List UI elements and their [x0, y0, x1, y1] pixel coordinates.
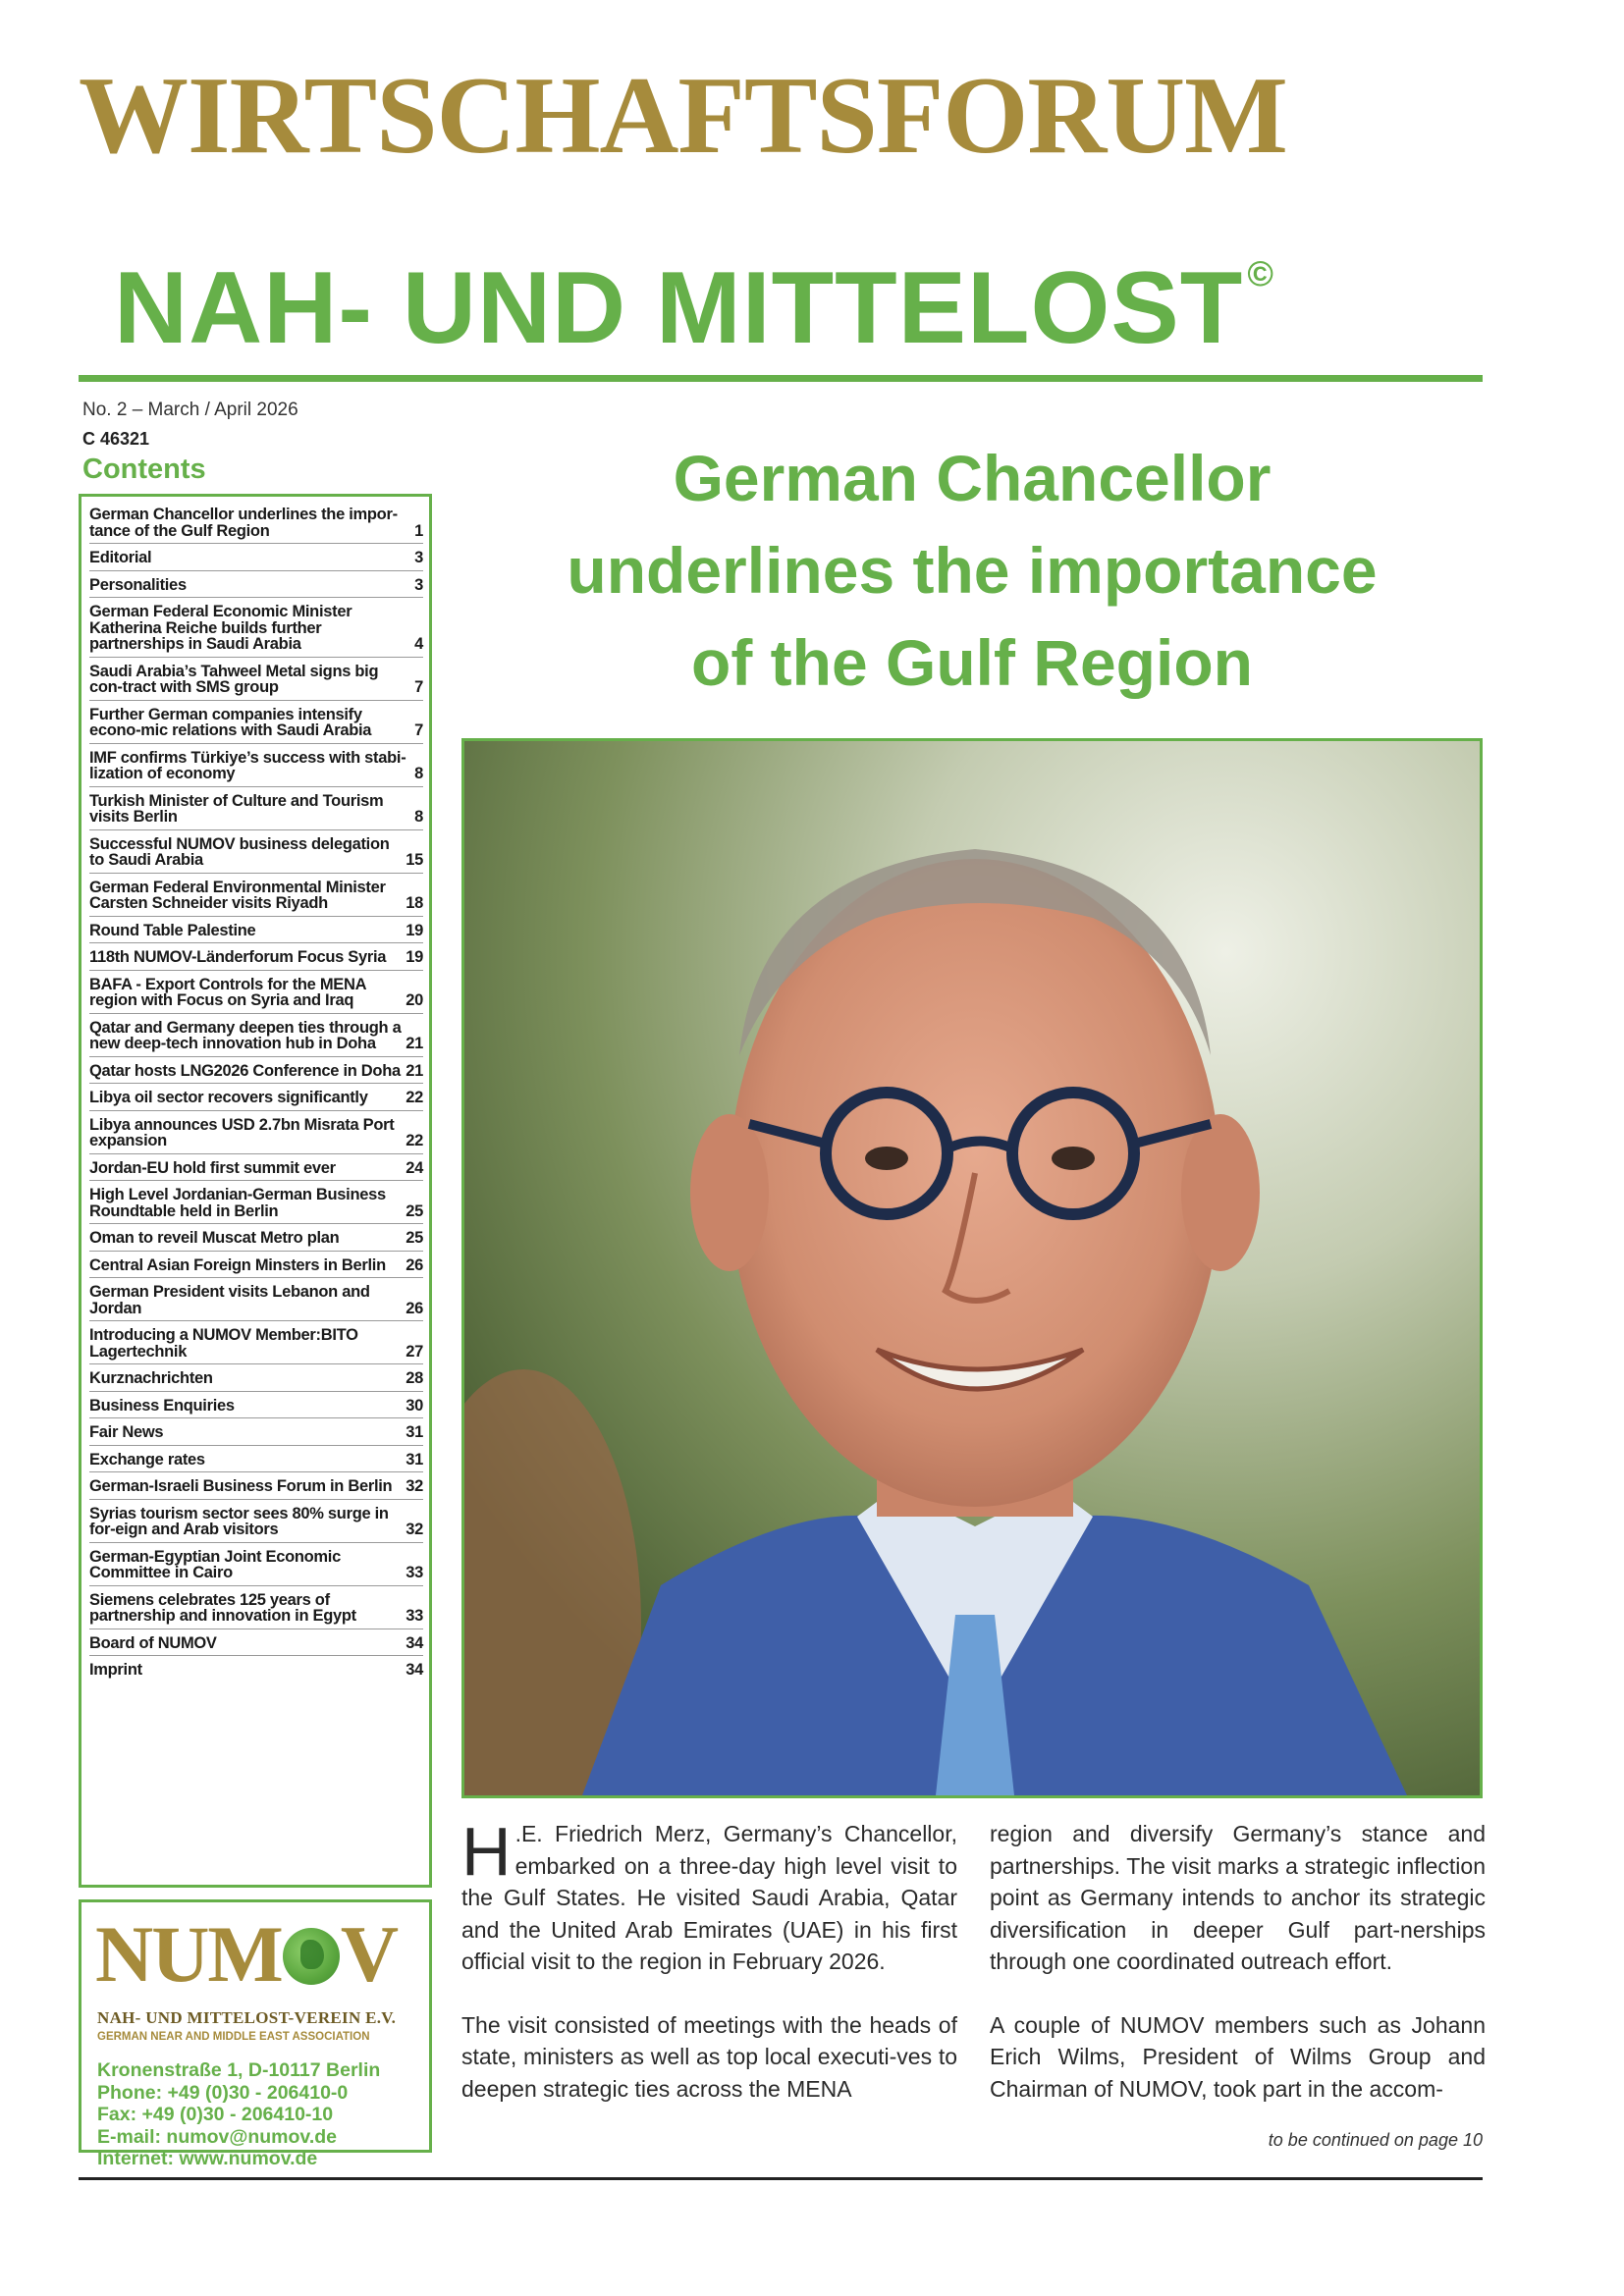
numov-logo-text-right: V: [340, 1909, 398, 1999]
masthead-line1: WIRTSCHAFTSFORUM: [79, 55, 1287, 177]
contents-item[interactable]: [89, 1392, 423, 1419]
numov-association-name: NAH- UND MITTELOST-VEREIN E.V.: [97, 2008, 397, 2027]
contents-item[interactable]: [89, 917, 423, 944]
contents-item[interactable]: [89, 787, 423, 830]
contents-item-page: 8: [414, 765, 423, 782]
contents-item-title: 118th NUMOV-Länderforum Focus Syria: [89, 948, 387, 966]
contents-item-title: Turkish Minister of Culture and Tourism visits Berlin: [89, 791, 384, 826]
contents-item-page: 24: [406, 1158, 423, 1177]
masthead-line2: NAH- UND MITTELOST: [114, 251, 1244, 365]
contents-item-page: 34: [406, 1633, 423, 1652]
contents-item-page: 20: [406, 991, 423, 1009]
contents-item[interactable]: [89, 1500, 423, 1543]
contents-item-page: 19: [406, 921, 423, 939]
contents-item-page: 28: [406, 1369, 423, 1387]
contents-item-page: 25: [406, 1229, 423, 1247]
contents-item-title: Round Table Palestine: [89, 921, 256, 939]
contents-item-page: 15: [406, 851, 423, 869]
contents-item-title: High Level Jordanian-German Business Roundtable held in Berlin: [89, 1186, 386, 1220]
contents-item[interactable]: [89, 1543, 423, 1586]
contents-item-page: 21: [406, 1035, 423, 1052]
headline-line-2: underlines the importance: [567, 534, 1378, 607]
article-column-1: [461, 1813, 957, 2136]
contents-item[interactable]: [89, 501, 423, 544]
numov-fax: Fax: +49 (0)30 - 206410-10: [97, 2104, 334, 2125]
contents-item-title: German Federal Environmental Minister Carsten Schneider visits Riyadh: [89, 878, 386, 912]
contents-item-title: Saudi Arabia’s Tahweel Metal signs big con-tract with SMS group: [89, 662, 379, 696]
contents-item[interactable]: [89, 1446, 423, 1473]
contents-item[interactable]: [89, 1181, 423, 1224]
contents-item[interactable]: [89, 1418, 423, 1446]
contents-item-title: Jordan-EU hold first summit ever: [89, 1158, 336, 1177]
contents-item-title: IMF confirms Türkiye’s success with stabi-lization of economy: [89, 748, 406, 782]
contents-item[interactable]: [89, 1224, 423, 1252]
contents-item-page: 26: [406, 1255, 423, 1274]
contents-item-page: 1: [414, 521, 423, 540]
continued-note: to be continued on page 10: [1268, 2130, 1483, 2150]
contents-item-page: 30: [406, 1396, 423, 1415]
contents-item[interactable]: [89, 874, 423, 917]
contents-item-title: Business Enquiries: [89, 1396, 235, 1415]
contents-item-page: 33: [406, 1564, 423, 1581]
contents-item[interactable]: [89, 1321, 423, 1364]
drop-cap: H: [461, 1813, 512, 1890]
contents-item[interactable]: [89, 1586, 423, 1629]
contents-item-page: 19: [406, 948, 423, 966]
numov-logo-text-left: NUM: [95, 1909, 282, 1999]
contents-item[interactable]: [89, 1629, 423, 1657]
copyright-mark: ©: [1247, 253, 1274, 294]
chancellor-photo: [461, 738, 1483, 1798]
contents-item-title: Siemens celebrates 125 years of partnership and innovation in Egypt: [89, 1590, 356, 1625]
contents-item-title: German-Israeli Business Forum in Berlin: [89, 1477, 393, 1495]
contents-item-title: German-Egyptian Joint Economic Committee in Cairo: [89, 1547, 341, 1581]
contents-item[interactable]: [89, 571, 423, 599]
contents-item-title: German Chancellor underlines the impor-tance of the Gulf Region: [89, 506, 398, 540]
main-headline: [461, 432, 1483, 709]
article-text: .E. Friedrich Merz, Germany’s Chancellor, embarked on a three-day high level visit to the Gulf States. He visited Saudi Arabia, Qatar and the United Arab Emirates (UAE) in his first official visit to the region in February 2026.: [461, 1821, 957, 1974]
contents-item-title: Kurznachrichten: [89, 1369, 213, 1387]
contents-item-title: Personalities: [89, 575, 187, 594]
headline-line-1: German Chancellor: [673, 442, 1272, 514]
contents-item-page: 22: [406, 1132, 423, 1149]
contents-item-title: Imprint: [89, 1661, 142, 1679]
issue-number-date: No. 2 – March / April 2026: [82, 400, 298, 420]
headline-line-3: of the Gulf Region: [691, 626, 1253, 699]
article-paragraph: region and diversify Germany’s stance and partnerships. The visit marks a strategic inflection point as Germany intends to anchor its strategic diversification in deeper Gulf part-nerships through one coordinated outreach effort.: [990, 1821, 1486, 1974]
contents-item-page: 31: [406, 1423, 423, 1441]
contents-item-title: Board of NUMOV: [89, 1633, 217, 1652]
contents-item[interactable]: [89, 1656, 423, 1682]
contents-item[interactable]: [89, 1154, 423, 1182]
contents-item[interactable]: [89, 830, 423, 874]
contents-item-title: Syrias tourism sector sees 80% surge in for-eign and Arab visitors: [89, 1504, 389, 1538]
globe-icon: [283, 1928, 340, 1985]
contents-box: [79, 494, 432, 1888]
contents-item[interactable]: [89, 971, 423, 1014]
contents-item-title: Introducing a NUMOV Member:BITO Lagertechnik: [89, 1326, 358, 1361]
contents-item-page: 33: [406, 1607, 423, 1625]
numov-phone: Phone: +49 (0)30 - 206410-0: [97, 2081, 349, 2104]
contents-item-title: Qatar hosts LNG2026 Conference in Doha: [89, 1061, 401, 1080]
article-paragraph: The visit consisted of meetings with the heads of state, ministers as well as top local executi-ves to deepen strategic ties across the MENA: [461, 2011, 957, 2102]
contents-item-page: 18: [406, 894, 423, 912]
contents-item-page: 34: [406, 1661, 423, 1679]
contents-item-title: Successful NUMOV business delegation to Saudi Arabia: [89, 834, 390, 869]
numov-box: [79, 1899, 432, 2169]
contents-item[interactable]: [89, 744, 423, 787]
portrait-illustration: [464, 741, 1480, 1795]
contents-item-page: 25: [406, 1201, 423, 1220]
contents-item-title: German Federal Economic Minister Katherina Reiche builds further partnerships in Saudi Arabia: [89, 603, 352, 653]
contents-item[interactable]: [89, 1472, 423, 1500]
masthead-subtitle: [114, 220, 1508, 365]
contents-item-title: Qatar and Germany deepen ties through a new deep-tech innovation hub in Doha: [89, 1018, 402, 1052]
contents-item-page: 7: [414, 678, 423, 696]
contents-item-title: Libya oil sector recovers significantly: [89, 1089, 368, 1106]
contents-item-title: Libya announces USD 2.7bn Misrata Port expansion: [89, 1115, 395, 1149]
masthead-rule: [79, 375, 1483, 382]
page-bottom-rule: [79, 2177, 1483, 2180]
contents-item-page: 3: [414, 549, 423, 566]
contents-item-title: Further German companies intensify econo-mic relations with Saudi Arabia: [89, 705, 372, 739]
contents-item[interactable]: [89, 1364, 423, 1392]
contents-item[interactable]: [89, 1278, 423, 1321]
contents-item[interactable]: [89, 1014, 423, 1057]
contents-item-page: 21: [406, 1061, 423, 1080]
contents-item[interactable]: [89, 1084, 423, 1111]
contents-item-page: 3: [414, 575, 423, 594]
contents-item-page: 8: [414, 808, 423, 826]
numov-email[interactable]: E-mail: numov@numov.de: [97, 2125, 338, 2148]
contents-item-title: Fair News: [89, 1423, 164, 1441]
contents-item-title: Editorial: [89, 549, 152, 566]
numov-association-subtitle: GERMAN NEAR AND MIDDLE EAST ASSOCIATION: [97, 2031, 370, 2043]
contents-item-title: BAFA - Export Controls for the MENA region with Focus on Syria and Iraq: [89, 975, 366, 1009]
numov-website[interactable]: Internet: www.numov.de: [97, 2148, 318, 2169]
numov-logo: [95, 1909, 398, 1999]
contents-item-page: 7: [414, 721, 423, 739]
contents-item[interactable]: [89, 544, 423, 571]
masthead-title: [79, 55, 1492, 177]
contents-item-page: 32: [406, 1521, 423, 1538]
contents-item-page: 22: [406, 1089, 423, 1106]
contents-item-title: Central Asian Foreign Minsters in Berlin: [89, 1255, 386, 1274]
article-paragraph: [461, 1813, 957, 1978]
contents-item[interactable]: [89, 1252, 423, 1279]
numov-address: Kronenstraße 1, D-10117 Berlin: [97, 2059, 381, 2081]
contents-item-title: Oman to reveil Muscat Metro plan: [89, 1229, 340, 1247]
contents-item[interactable]: [89, 1057, 423, 1085]
contents-item-page: 4: [414, 635, 423, 653]
contents-item[interactable]: [89, 701, 423, 744]
article-paragraph: A couple of NUMOV members such as Johann Erich Wilms, President of Wilms Group and Chairman of NUMOV, took part in the accom-: [990, 2011, 1486, 2102]
contents-item[interactable]: [89, 598, 423, 658]
contents-item-page: 31: [406, 1450, 423, 1468]
numov-contact: [97, 2059, 380, 2170]
contents-item-page: 26: [406, 1299, 423, 1317]
contents-item-page: 32: [406, 1477, 423, 1495]
contents-item-page: 27: [406, 1342, 423, 1361]
contents-item-title: German President visits Lebanon and Jordan: [89, 1283, 370, 1317]
issue-code: C 46321: [82, 429, 150, 449]
contents-item[interactable]: [89, 1111, 423, 1154]
contents-item[interactable]: [89, 943, 423, 971]
contents-item[interactable]: [89, 658, 423, 701]
contents-item-title: Exchange rates: [89, 1450, 205, 1468]
article-column-2: [990, 1818, 1486, 2136]
contents-heading: Contents: [82, 454, 206, 485]
